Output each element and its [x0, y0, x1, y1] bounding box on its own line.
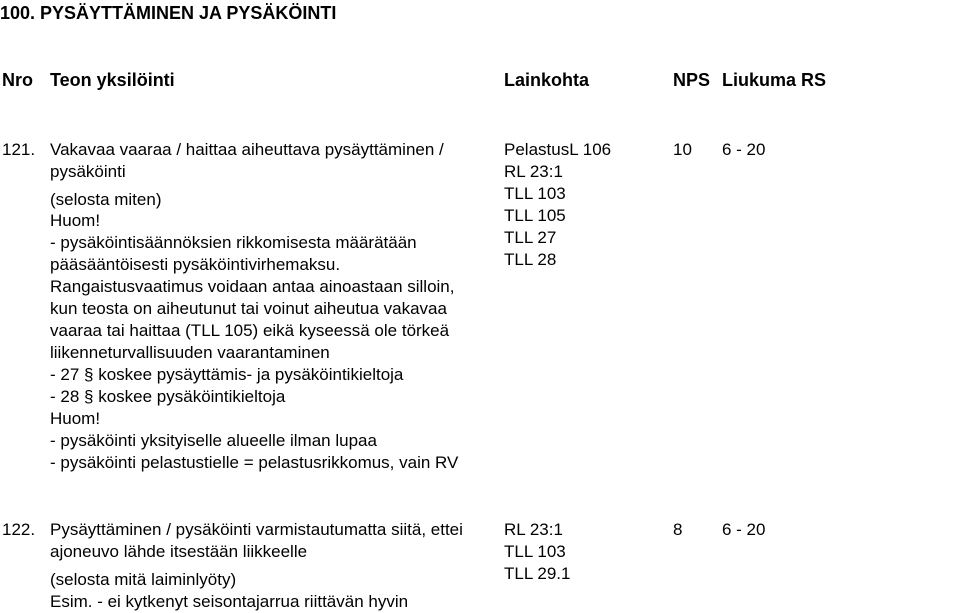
description-line: liikenneturvallisuuden vaarantaminen	[50, 343, 330, 362]
description-line: (selosta mitä laiminlyöty)	[50, 570, 237, 589]
header-teon-yksiloeinti: Teon yksilöinti	[50, 70, 175, 90]
description-line: Vakavaa vaaraa / haittaa aiheuttava pysäyttäminen /	[50, 140, 444, 159]
header-nps: NPS	[673, 70, 711, 90]
description-line: - pysäköinti yksityiselle alueelle ilman lupaa	[50, 431, 377, 450]
description-line: Huom!	[50, 409, 101, 428]
description-line: Esim. - ei kytkenyt seisontajarrua riittävän hyvin	[50, 592, 409, 611]
lainkohta-item: TLL 29.1	[504, 564, 571, 583]
header-lainkohta: Lainkohta	[504, 70, 590, 90]
description-line: ajoneuvo lähde itsestään liikkeelle	[50, 542, 308, 561]
description-line: Pysäyttäminen / pysäköinti varmistautumatta siitä, ettei	[50, 520, 463, 539]
description-line: vaaraa tai haittaa (TLL 105) eikä kyseessä ole törkeä	[50, 321, 450, 340]
description-line: kun teosta on aiheutunut tai voinut aiheutua vakavaa	[50, 299, 447, 318]
row-number: 121.	[2, 140, 36, 159]
lainkohta-item: RL 23:1	[504, 162, 563, 181]
header-nro: Nro	[2, 70, 33, 90]
description-line: - 28 § koskee pysäköintikieltoja	[50, 387, 286, 406]
description-line: - pysäköinti pelastustielle = pelastusrikkomus, vain RV	[50, 453, 459, 472]
row-nps: 10	[673, 140, 692, 159]
description-line: Huom!	[50, 211, 101, 230]
lainkohta-item: RL 23:1	[504, 520, 563, 539]
description-line: Rangaistusvaatimus voidaan antaa ainoastaan silloin,	[50, 277, 455, 296]
page-title: 100. PYSÄYTTÄMINEN JA PYSÄKÖINTI	[0, 3, 337, 23]
lainkohta-item: TLL 103	[504, 184, 566, 203]
row-liukuma: 6 - 20	[722, 520, 766, 539]
lainkohta-item: TLL 27	[504, 228, 557, 247]
lainkohta-item: PelastusL 106	[504, 140, 612, 159]
row-number: 122.	[2, 520, 36, 539]
description-line: - pysäköintisäännöksien rikkomisesta määrätään	[50, 233, 417, 252]
lainkohta-item: TLL 105	[504, 206, 566, 225]
lainkohta-item: TLL 28	[504, 250, 557, 269]
description-line: - 27 § koskee pysäyttämis- ja pysäköintikieltoja	[50, 365, 404, 384]
description-line: pysäköinti	[50, 162, 126, 181]
row-liukuma: 6 - 20	[722, 140, 766, 159]
header-liukuma-rs: Liukuma RS	[722, 70, 827, 90]
description-line: (selosta miten)	[50, 190, 162, 209]
row-nps: 8	[673, 520, 683, 539]
lainkohta-item: TLL 103	[504, 542, 566, 561]
description-line: pääsääntöisesti pysäköintivirhemaksu.	[50, 255, 341, 274]
